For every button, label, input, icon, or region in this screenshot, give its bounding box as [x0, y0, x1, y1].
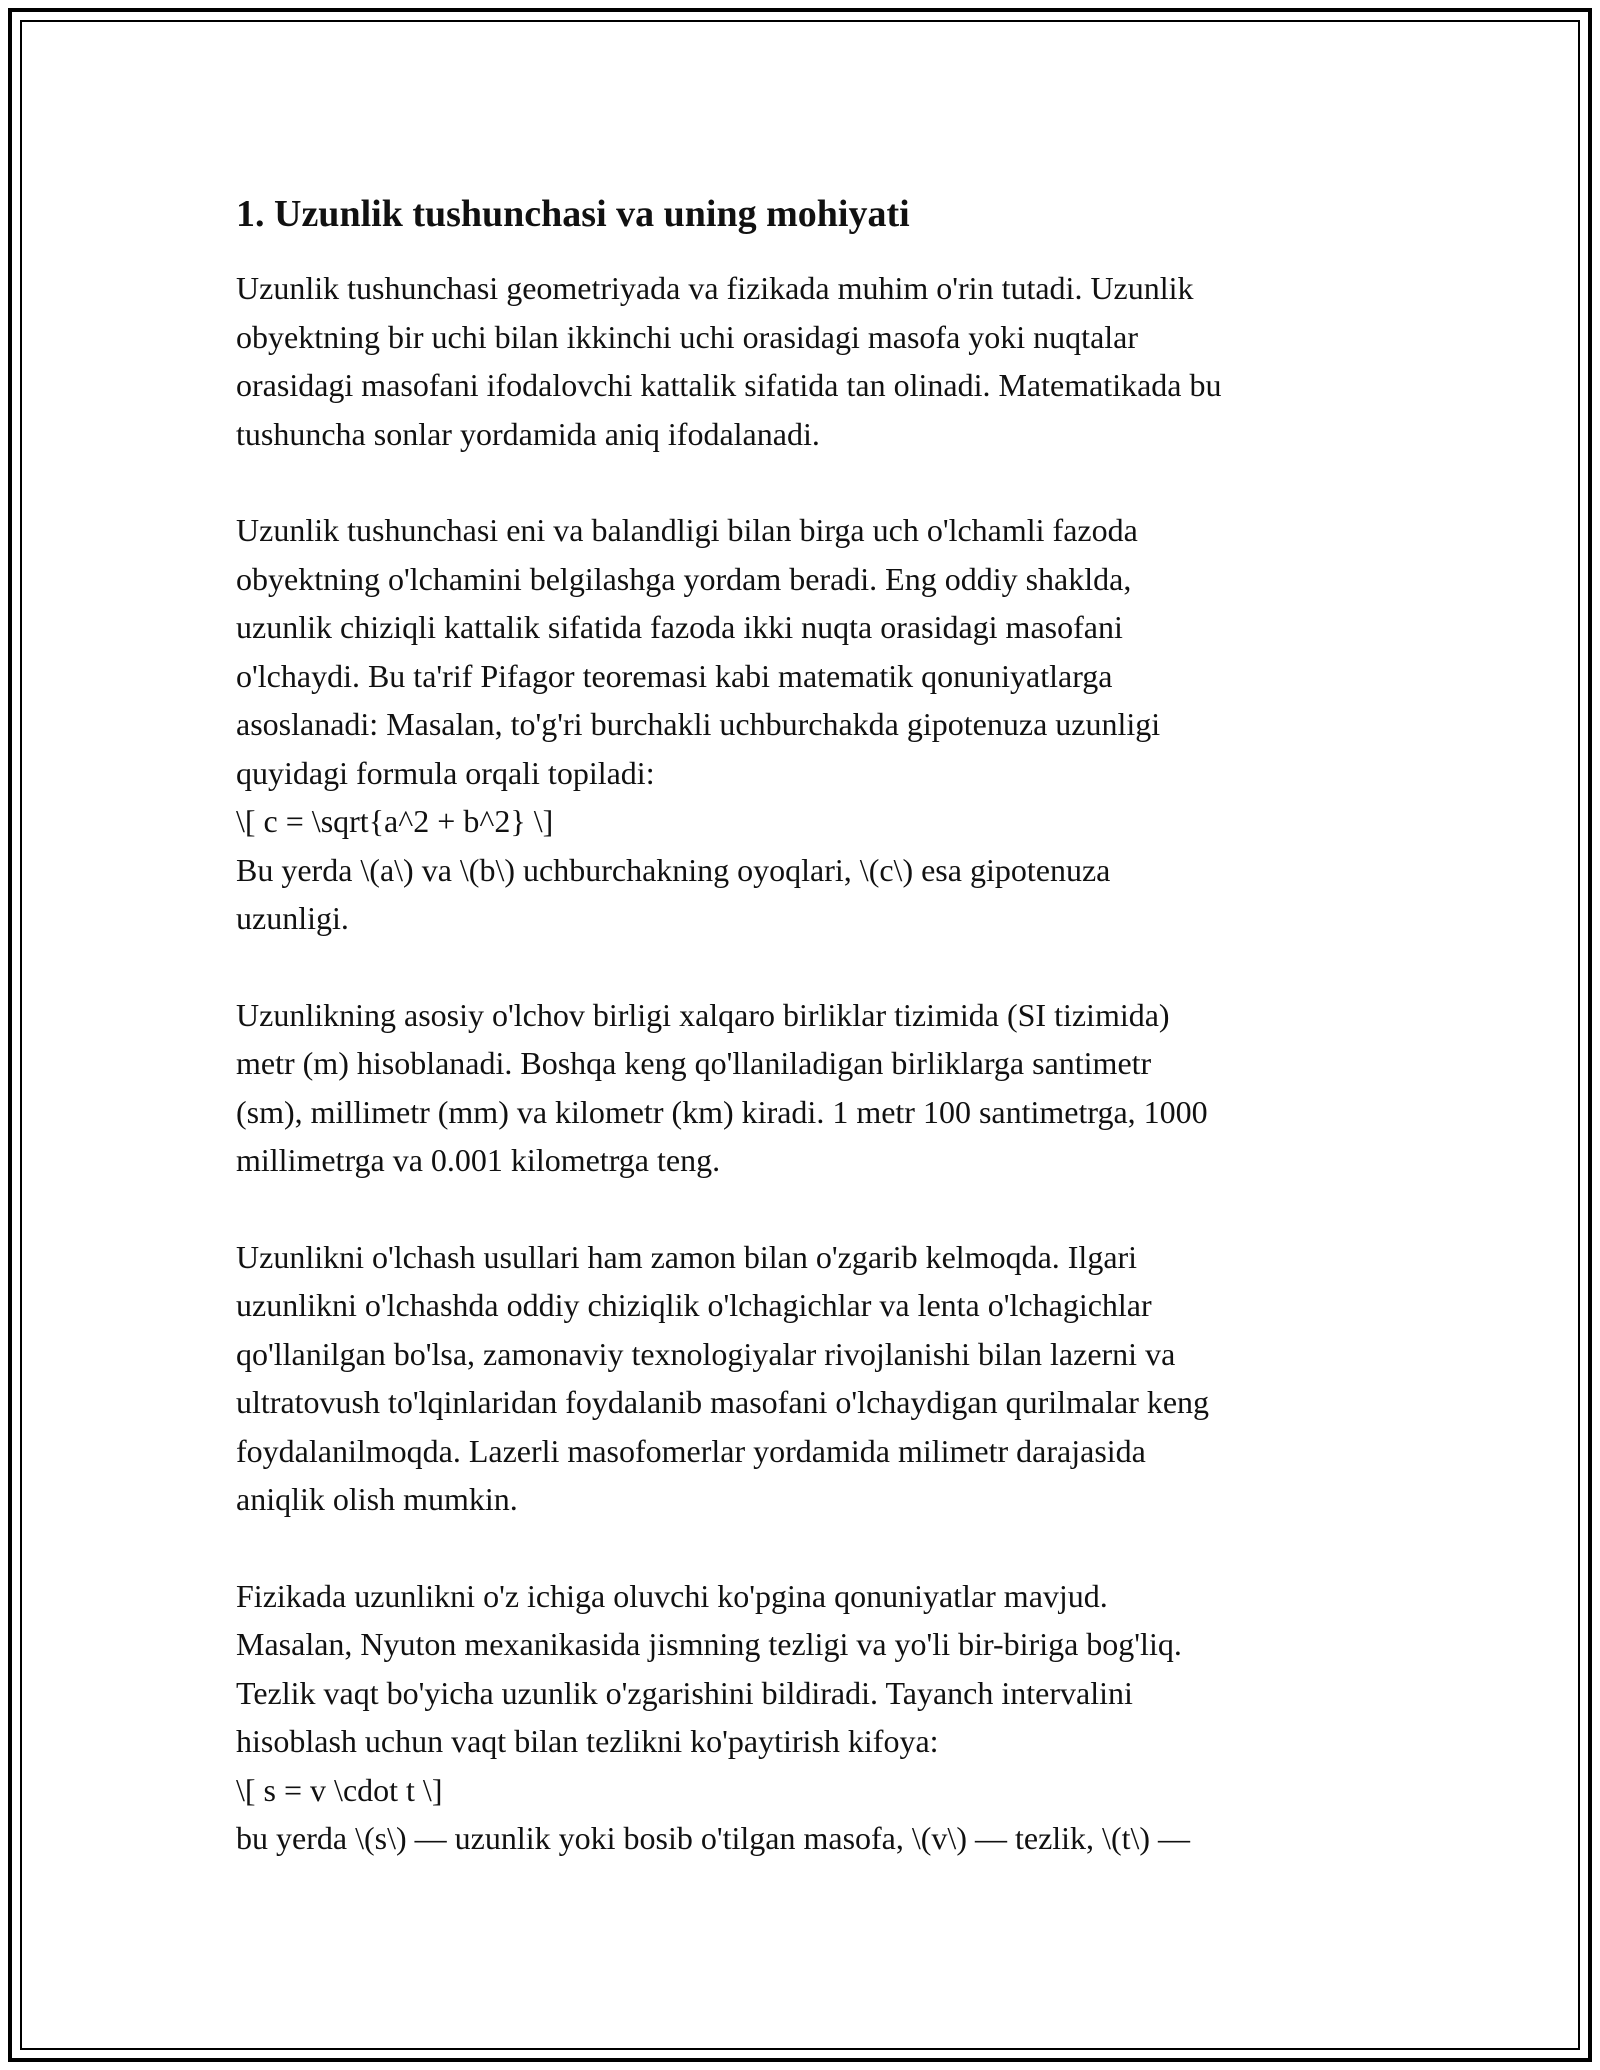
text-line: Masalan, Nyuton mexanikasida jismning tezligi va yo'li bir-biriga bog'liq. [236, 1626, 1182, 1662]
document-content [236, 190, 1376, 1911]
text-line: millimetrga va 0.001 kilometrga teng. [236, 1142, 721, 1178]
paragraph-intro [236, 264, 1376, 458]
text-line: Uzunlikning asosiy o'lchov birligi xalqaro birliklar tizimida (SI tizimida) [236, 996, 1170, 1033]
paragraph-physics [236, 1572, 1376, 1863]
paragraph-measurement [236, 1233, 1376, 1524]
text-line: obyektning o'lchamini belgilashga yordam beradi. Eng oddiy shaklda, [236, 560, 1132, 597]
formula-line: \[ s = v \cdot t \] [236, 1771, 443, 1808]
text-line: orasidagi masofani ifodalovchi kattalik sifatida tan olinadi. Matematikada bu [236, 367, 1222, 403]
formula-line: \[ c = \sqrt{a^2 + b^2} \] [236, 803, 554, 839]
text-line: aniqlik olish mumkin. [236, 1481, 518, 1517]
section-heading: 1. Uzunlik tushunchasi va uning mohiyati [236, 193, 910, 235]
text-line: qo'llanilgan bo'lsa, zamonaviy texnologiyalar rivojlanishi bilan lazerni va [236, 1335, 1176, 1372]
text-line: quyidagi formula orqali topiladi: [236, 754, 655, 791]
text-line: o'lchaydi. Bu ta'rif Pifagor teoremasi kabi matematik qonuniyatlarga [236, 657, 1113, 694]
text-line: metr (m) hisoblanadi. Boshqa keng qo'llaniladigan birliklarga santimetr [236, 1045, 1152, 1081]
text-line: uzunligi. [236, 900, 349, 936]
text-line: Tezlik vaqt bo'yicha uzunlik o'zgarishini bildiradi. Tayanch intervalini [236, 1674, 1133, 1711]
text-line: Uzunlik tushunchasi geometriyada va fizikada muhim o'rin tutadi. Uzunlik [236, 270, 1194, 306]
text-line: uzunlikni o'lchashda oddiy chiziqlik o'lchagichlar va lenta o'lchagichlar [236, 1287, 1152, 1323]
text-line: asoslanadi: Masalan, to'g'ri burchakli uchburchakda gipotenuza uzunligi [236, 706, 1161, 742]
paragraph-pythagoras [236, 506, 1376, 943]
text-line: uzunlik chiziqli kattalik sifatida fazoda ikki nuqta orasidagi masofani [236, 609, 1123, 645]
text-line: bu yerda \(s\) — uzunlik yoki bosib o'tilgan masofa, \(v\) — tezlik, \(t\) — [236, 1820, 1191, 1856]
text-line: hisoblash uchun vaqt bilan tezlikni ko'paytirish kifoya: [236, 1723, 939, 1759]
paragraph-units [236, 991, 1376, 1185]
text-line: tushuncha sonlar yordamida aniq ifodalanadi. [236, 415, 820, 452]
text-line: obyektning bir uchi bilan ikkinchi uchi orasidagi masofa yoki nuqtalar [236, 318, 1139, 355]
text-line: Uzunlikni o'lchash usullari ham zamon bilan o'zgarib kelmoqda. Ilgari [236, 1238, 1138, 1275]
text-line: Bu yerda \(a\) va \(b\) uchburchakning oyoqlari, \(c\) esa gipotenuza [236, 851, 1111, 888]
text-line: foydalanilmoqda. Lazerli masofomerlar yordamida milimetr darajasida [236, 1432, 1146, 1469]
text-line: Uzunlik tushunchasi eni va balandligi bilan birga uch o'lchamli fazoda [236, 512, 1138, 548]
text-line: ultratovush to'lqinlaridan foydalanib masofani o'lchaydigan qurilmalar keng [236, 1384, 1210, 1420]
text-line: Fizikada uzunlikni o'z ichiga oluvchi ko'pgina qonuniyatlar mavjud. [236, 1577, 1108, 1614]
text-line: (sm), millimetr (mm) va kilometr (km) kiradi. 1 metr 100 santimetrga, 1000 [236, 1093, 1208, 1130]
